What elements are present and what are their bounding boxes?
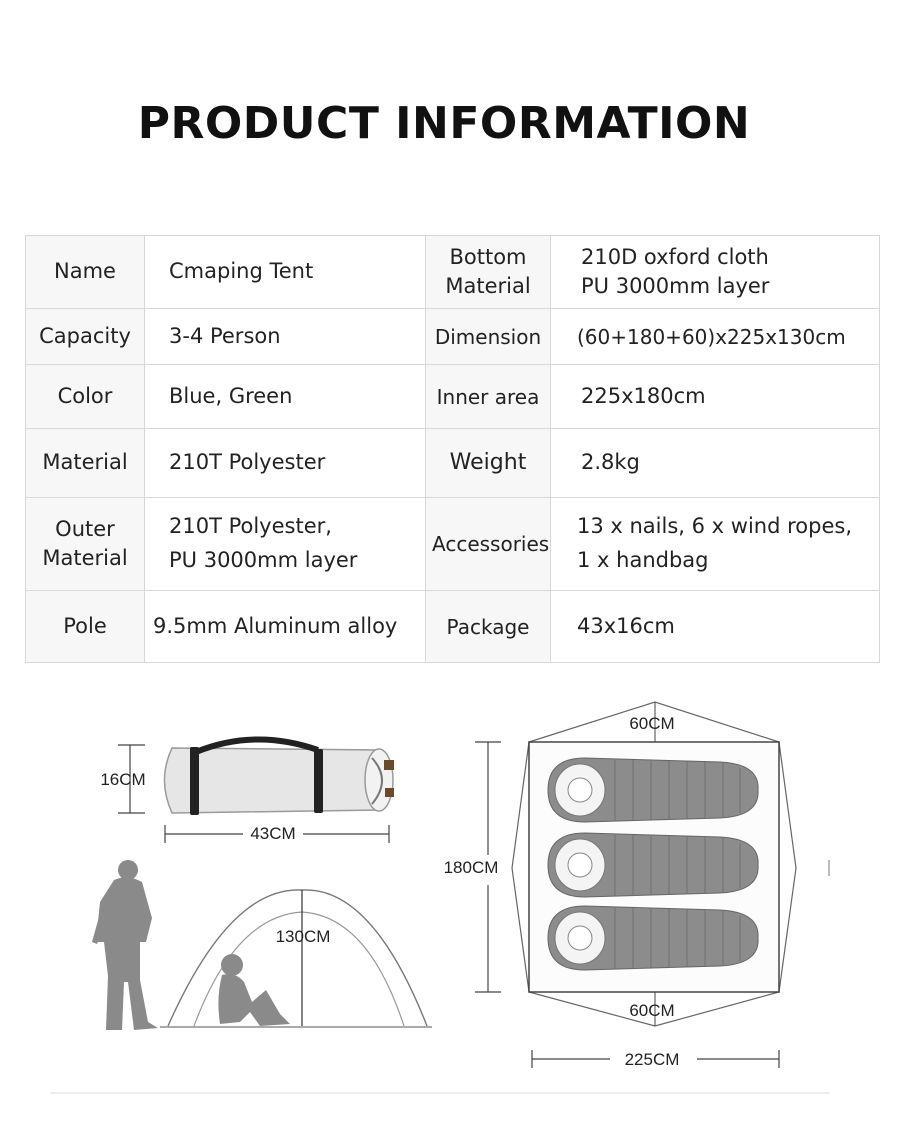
- spec-label: Dimension: [426, 309, 551, 365]
- floor-width-label: 225CM: [624, 1050, 680, 1069]
- spec-label: Color: [26, 365, 145, 429]
- spec-value: 13 x nails, 6 x wind ropes, 1 x handbag: [551, 498, 880, 591]
- spec-label: Pole: [26, 591, 145, 663]
- table-row: [26, 498, 880, 591]
- spec-value: (60+180+60)x225x130cm: [551, 309, 880, 365]
- spec-label: Capacity: [26, 309, 145, 365]
- sleeping-bag: [548, 758, 758, 822]
- tent-side-illustration: [160, 890, 432, 1027]
- spec-value: 9.5mm Aluminum alloy: [145, 591, 426, 663]
- spec-label: Outer Material: [26, 498, 145, 591]
- floor-depth-label: 180CM: [443, 858, 499, 877]
- page-title: PRODUCT INFORMATION: [137, 98, 751, 149]
- table-row: [26, 236, 880, 309]
- bottom-vestibule-label: 60CM: [629, 1001, 675, 1020]
- sleeping-bag: [548, 906, 758, 970]
- spec-label: Inner area: [426, 365, 551, 429]
- bag-height-label: 16CM: [100, 770, 146, 789]
- tent-diagram: [0, 680, 900, 1080]
- spec-value: 225x180cm: [551, 365, 880, 429]
- spec-value: Blue, Green: [145, 365, 426, 429]
- top-vestibule-label: 60CM: [629, 714, 675, 733]
- table-row: [26, 365, 880, 429]
- spec-value: 210D oxford cloth PU 3000mm layer: [551, 236, 880, 309]
- spec-label: Material: [26, 429, 145, 498]
- spec-label: Accessories: [426, 498, 551, 591]
- table-row: [26, 309, 880, 365]
- spec-value: 210T Polyester: [145, 429, 426, 498]
- spec-label: Package: [426, 591, 551, 663]
- bag-length-label: 43CM: [250, 824, 296, 843]
- bottom-divider: [50, 1092, 830, 1094]
- table-row: [26, 429, 880, 498]
- spec-label: Weight: [426, 429, 551, 498]
- spec-value: 2.8kg: [551, 429, 880, 498]
- tent-height-label: 130CM: [275, 927, 331, 946]
- spec-value: 3-4 Person: [145, 309, 426, 365]
- table-row: [26, 591, 880, 663]
- spec-value: Cmaping Tent: [145, 236, 426, 309]
- spec-table: [25, 235, 880, 663]
- spec-label: Bottom Material: [426, 236, 551, 309]
- standing-person-silhouette: [92, 860, 158, 1030]
- spec-value: 210T Polyester, PU 3000mm layer: [145, 498, 426, 591]
- sleeping-bag: [548, 833, 758, 897]
- spec-value: 43x16cm: [551, 591, 880, 663]
- spec-label: Name: [26, 236, 145, 309]
